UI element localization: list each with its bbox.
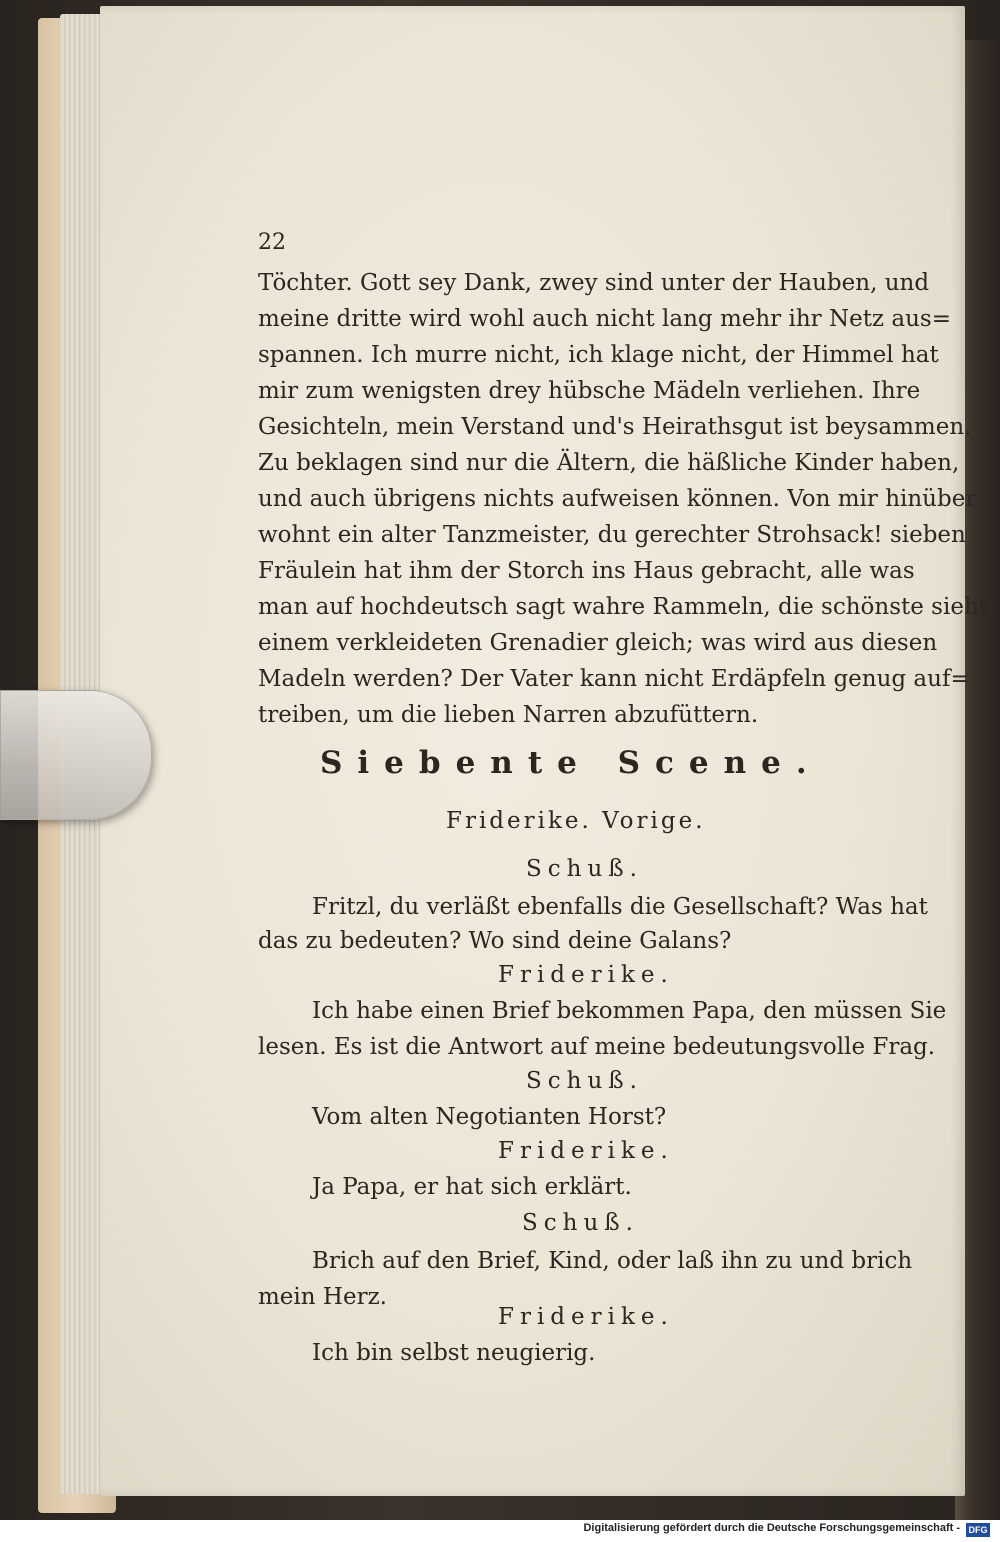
speaker-name: Schuß. xyxy=(522,1210,639,1236)
body-line: wohnt ein alter Tanzmeister, du gerechter Strohsack! sieben xyxy=(258,522,966,548)
page-number: 22 xyxy=(258,230,286,255)
body-line: Fräulein hat ihm der Storch ins Haus gebracht, alle was xyxy=(258,558,915,584)
body-line: Gesichteln, mein Verstand und's Heirathsgut ist beysammen. xyxy=(258,414,972,440)
speaker-name: Friderike. xyxy=(498,962,674,988)
body-line: treiben, um die lieben Narren abzufüttern. xyxy=(258,702,759,728)
dialogue-line: Ich habe einen Brief bekommen Papa, den müssen Sie xyxy=(312,998,947,1024)
page-clip xyxy=(0,690,152,820)
dialogue-line: Ja Papa, er hat sich erklärt. xyxy=(312,1174,632,1200)
digitization-footer xyxy=(0,1520,1000,1542)
body-line: man auf hochdeutsch sagt wahre Rammeln, die schönste sieht xyxy=(258,594,989,620)
body-line: meine dritte wird wohl auch nicht lang mehr ihr Netz aus= xyxy=(258,306,951,332)
dfg-logo-icon: DFG xyxy=(966,1523,990,1537)
dialogue-line: Brich auf den Brief, Kind, oder laß ihn zu und brich xyxy=(312,1248,913,1274)
dialogue-line: Vom alten Negotianten Horst? xyxy=(312,1104,667,1130)
dialogue-line: Fritzl, du verläßt ebenfalls die Gesellschaft? Was hat xyxy=(312,894,928,920)
dialogue-line: Ich bin selbst neugierig. xyxy=(312,1340,596,1366)
body-line: Madeln werden? Der Vater kann nicht Erdäpfeln genug auf= xyxy=(258,666,970,692)
scene-characters: Friderike. Vorige. xyxy=(446,808,706,834)
body-line: einem verkleideten Grenadier gleich; was wird aus diesen xyxy=(258,630,938,656)
speaker-name: Schuß. xyxy=(526,1068,643,1094)
dialogue-line: lesen. Es ist die Antwort auf meine bedeutungsvolle Frag. xyxy=(258,1034,936,1060)
dialogue-line: das zu bedeuten? Wo sind deine Galans? xyxy=(258,928,732,954)
body-line: Töchter. Gott sey Dank, zwey sind unter der Hauben, und xyxy=(258,270,930,296)
speaker-name: Schuß. xyxy=(526,856,643,882)
body-line: und auch übrigens nichts aufweisen können. Von mir hinüber xyxy=(258,486,977,512)
speaker-name: Friderike. xyxy=(498,1138,674,1164)
footer-credit: Digitalisierung gefördert durch die Deutsche Forschungsgemeinschaft - xyxy=(583,1522,960,1534)
body-line: Zu beklagen sind nur die Ältern, die häßliche Kinder haben, xyxy=(258,450,960,476)
speaker-name: Friderike. xyxy=(498,1304,674,1330)
body-line: mir zum wenigsten drey hübsche Mädeln verliehen. Ihre xyxy=(258,378,921,404)
body-line: spannen. Ich murre nicht, ich klage nicht, der Himmel hat xyxy=(258,342,939,368)
dialogue-line: mein Herz. xyxy=(258,1284,387,1310)
scene-heading: Siebente Scene. xyxy=(320,745,822,781)
